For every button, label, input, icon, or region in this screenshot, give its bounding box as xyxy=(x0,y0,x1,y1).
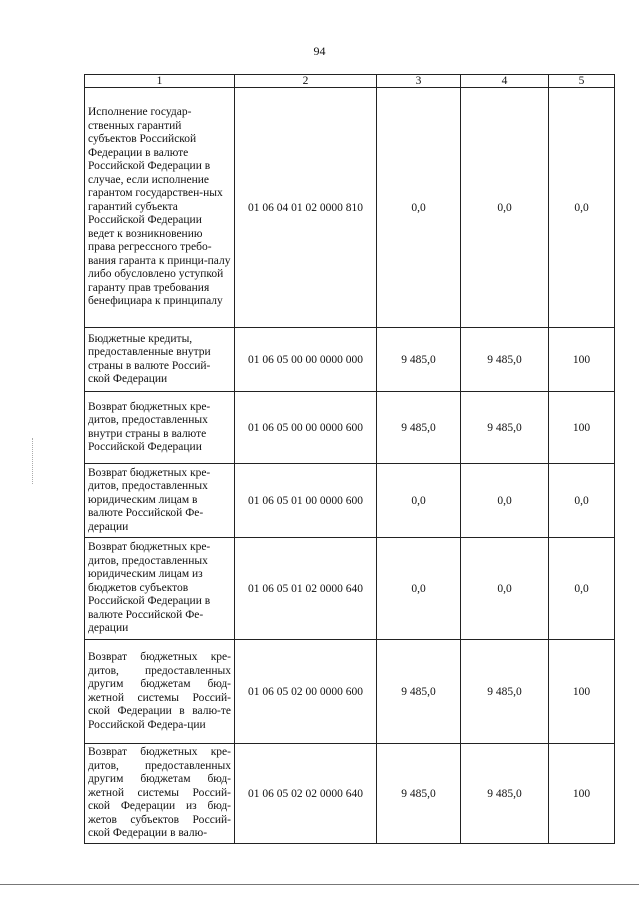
row-executed: 9 485,0 xyxy=(461,392,549,464)
page-bottom-edge xyxy=(0,884,639,885)
budget-execution-table xyxy=(84,74,615,844)
row-name: Возврат бюджетных кре-дитов, предоставленных другим бюджетам бюд-жетной системы Россий-ской Федерации в валю-те Российской Федера-ции xyxy=(85,640,235,744)
row-percent: 100 xyxy=(549,640,615,744)
table-row xyxy=(85,88,615,328)
row-code: 01 06 05 01 00 0000 600 xyxy=(235,464,377,538)
table-row xyxy=(85,744,615,844)
scan-artifact xyxy=(32,438,35,484)
row-approved: 9 485,0 xyxy=(377,744,461,844)
row-percent: 0,0 xyxy=(549,538,615,640)
row-approved: 9 485,0 xyxy=(377,392,461,464)
row-executed: 0,0 xyxy=(461,538,549,640)
row-executed: 9 485,0 xyxy=(461,640,549,744)
row-name: Возврат бюджетных кре-дитов, предоставленных внутри страны в валюте Российской Федерации xyxy=(85,392,235,464)
row-approved: 0,0 xyxy=(377,538,461,640)
row-executed: 9 485,0 xyxy=(461,744,549,844)
table-row xyxy=(85,464,615,538)
table-row xyxy=(85,640,615,744)
table-row xyxy=(85,328,615,392)
row-code: 01 06 04 01 02 0000 810 xyxy=(235,88,377,328)
row-code: 01 06 05 00 00 0000 600 xyxy=(235,392,377,464)
row-code: 01 06 05 02 00 0000 600 xyxy=(235,640,377,744)
column-number-row xyxy=(85,75,615,88)
column-header-4: 4 xyxy=(461,75,549,88)
row-percent: 100 xyxy=(549,744,615,844)
row-percent: 100 xyxy=(549,328,615,392)
column-header-3: 3 xyxy=(377,75,461,88)
row-approved: 9 485,0 xyxy=(377,328,461,392)
page-number: 94 xyxy=(313,44,326,58)
table-row xyxy=(85,392,615,464)
row-executed: 0,0 xyxy=(461,464,549,538)
row-name: Возврат бюджетных кре-дитов, предоставленных другим бюджетам бюд-жетной системы Россий-ской Федерации из бюд-жетов субъектов Россий-ской Федерации в валю- xyxy=(85,744,235,844)
row-code: 01 06 05 01 02 0000 640 xyxy=(235,538,377,640)
row-percent: 0,0 xyxy=(549,88,615,328)
column-header-1: 1 xyxy=(85,75,235,88)
row-name: Бюджетные кредиты, предоставленные внутри страны в валюте Россий-ской Федерации xyxy=(85,328,235,392)
table-row xyxy=(85,538,615,640)
row-percent: 100 xyxy=(549,392,615,464)
row-name: Возврат бюджетных кре-дитов, предоставленных юридическим лицам из бюджетов субъектов Российской Федерации в валюте Российской Фе-дерации xyxy=(85,538,235,640)
row-approved: 9 485,0 xyxy=(377,640,461,744)
row-executed: 9 485,0 xyxy=(461,328,549,392)
row-code: 01 06 05 00 00 0000 000 xyxy=(235,328,377,392)
row-name: Возврат бюджетных кре-дитов, предоставленных юридическим лицам в валюте Российской Фе-дерации xyxy=(85,464,235,538)
row-approved: 0,0 xyxy=(377,88,461,328)
row-executed: 0,0 xyxy=(461,88,549,328)
column-header-5: 5 xyxy=(549,75,615,88)
column-header-2: 2 xyxy=(235,75,377,88)
row-code: 01 06 05 02 02 0000 640 xyxy=(235,744,377,844)
row-percent: 0,0 xyxy=(549,464,615,538)
row-name: Исполнение государ-ственных гарантий субъектов Российской Федерации в валюте Российской Федерации в случае, если исполнение гарантом государствен-ных гарантий субъекта Российской Федерации ведет к возникновению права регрессного требо-вания гаранта к принци-палу либо обусловлено уступкой гаранту прав требования бенефициара к принципалу xyxy=(85,88,235,328)
row-approved: 0,0 xyxy=(377,464,461,538)
